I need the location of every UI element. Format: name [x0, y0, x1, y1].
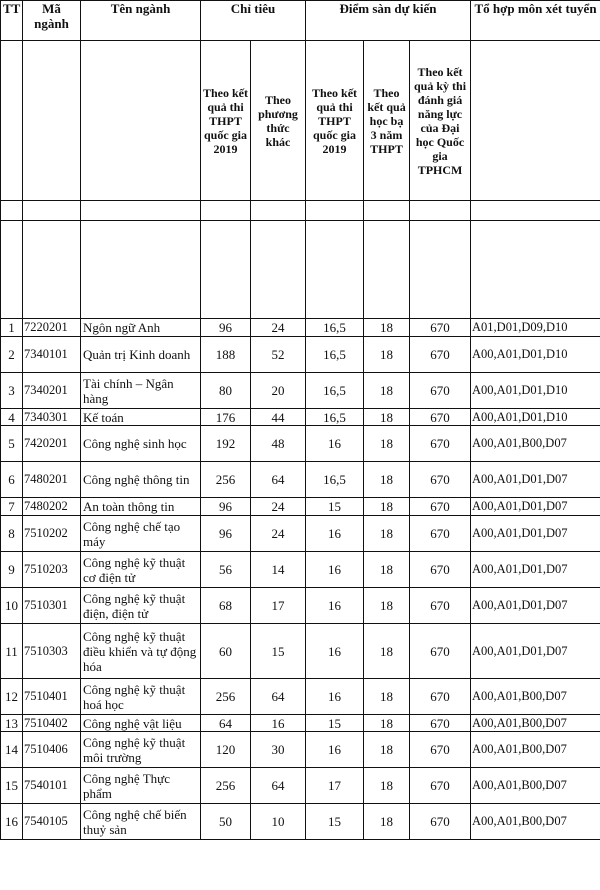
row-combos: A00,A01,D01,D07: [471, 588, 600, 624]
row-combos: A00,A01,B00,D07: [471, 715, 600, 732]
row-combos: A01,D01,D09,D10: [471, 319, 600, 337]
row-name: Công nghệ chế biến thuỷ sản: [81, 804, 201, 840]
row-quota-thpt: 96: [201, 516, 251, 552]
row-quota-thpt: 256: [201, 768, 251, 804]
row-score-hocba: 18: [364, 715, 410, 732]
row-quota-thpt: 50: [201, 804, 251, 840]
row-score-dgnl: 670: [410, 588, 471, 624]
row-score-hocba: 18: [364, 337, 410, 373]
row-quota-thpt: 192: [201, 426, 251, 462]
row-quota-other: 24: [251, 498, 306, 516]
row-score-hocba: 18: [364, 588, 410, 624]
row-quota-thpt: 188: [201, 337, 251, 373]
row-score-thpt: 16: [306, 732, 364, 768]
table-row: [1, 462, 600, 498]
row-tt: 16: [1, 804, 23, 840]
table-row: [1, 426, 600, 462]
row-score-dgnl: 670: [410, 804, 471, 840]
header-sub-diem-thpt: Theo kết quả thi THPT quốc gia 2019: [306, 41, 364, 201]
row-quota-other: 14: [251, 552, 306, 588]
row-score-thpt: 16,5: [306, 409, 364, 426]
table-row: [1, 498, 600, 516]
row-score-dgnl: 670: [410, 409, 471, 426]
row-combos: A00,A01,D01,D10: [471, 373, 600, 409]
header-tt: TT: [1, 1, 23, 41]
row-quota-thpt: 256: [201, 462, 251, 498]
row-tt: 2: [1, 337, 23, 373]
table-row: [1, 679, 600, 715]
row-quota-thpt: 256: [201, 679, 251, 715]
row-quota-other: 48: [251, 426, 306, 462]
row-quota-thpt: 96: [201, 498, 251, 516]
row-name: Kế toán: [81, 409, 201, 426]
row-score-dgnl: 670: [410, 732, 471, 768]
row-combos: A00,A01,D01,D10: [471, 409, 600, 426]
row-score-hocba: 18: [364, 373, 410, 409]
row-quota-thpt: 80: [201, 373, 251, 409]
row-score-hocba: 18: [364, 732, 410, 768]
header-diem-san: Điểm sàn dự kiến: [306, 1, 471, 41]
table-row: [1, 588, 600, 624]
row-code: 7510401: [23, 679, 81, 715]
row-quota-thpt: 68: [201, 588, 251, 624]
table-row: [1, 319, 600, 337]
table-row: [1, 516, 600, 552]
row-code: 7510203: [23, 552, 81, 588]
table-row: [1, 715, 600, 732]
header-row-1: [1, 1, 600, 41]
table-row: [1, 804, 600, 840]
row-name: Công nghệ kỹ thuật cơ điện tử: [81, 552, 201, 588]
row-combos: A00,A01,D01,D07: [471, 552, 600, 588]
row-tt: 8: [1, 516, 23, 552]
row-score-dgnl: 670: [410, 552, 471, 588]
header-spacer-row: [1, 201, 600, 221]
row-quota-other: 15: [251, 624, 306, 679]
header-row-2: [1, 41, 600, 201]
table-row: [1, 768, 600, 804]
row-tt: 10: [1, 588, 23, 624]
row-score-thpt: 16,5: [306, 319, 364, 337]
row-score-thpt: 17: [306, 768, 364, 804]
header-blank-row: [1, 221, 600, 319]
header-to-hop: Tổ hợp môn xét tuyển: [471, 1, 600, 41]
table-body: [1, 319, 600, 840]
row-tt: 4: [1, 409, 23, 426]
table-row: [1, 373, 600, 409]
row-quota-other: 17: [251, 588, 306, 624]
row-combos: A00,A01,B00,D07: [471, 679, 600, 715]
row-code: 7510301: [23, 588, 81, 624]
row-code: 7540105: [23, 804, 81, 840]
row-combos: A00,A01,D01,D07: [471, 498, 600, 516]
row-quota-other: 24: [251, 319, 306, 337]
row-name: Công nghệ vật liệu: [81, 715, 201, 732]
row-score-thpt: 16: [306, 624, 364, 679]
row-score-thpt: 16,5: [306, 337, 364, 373]
row-score-thpt: 15: [306, 715, 364, 732]
row-code: 7510202: [23, 516, 81, 552]
table-row: [1, 409, 600, 426]
row-score-hocba: 18: [364, 426, 410, 462]
row-code: 7220201: [23, 319, 81, 337]
header-ma-nganh: Mã ngành: [23, 1, 81, 41]
row-combos: A00,A01,D01,D10: [471, 337, 600, 373]
row-tt: 1: [1, 319, 23, 337]
row-tt: 9: [1, 552, 23, 588]
row-score-thpt: 16: [306, 588, 364, 624]
row-score-dgnl: 670: [410, 337, 471, 373]
row-score-thpt: 16: [306, 426, 364, 462]
header-sub-thpt: Theo kết quả thi THPT quốc gia 2019: [201, 41, 251, 201]
row-code: 7340201: [23, 373, 81, 409]
row-score-dgnl: 670: [410, 462, 471, 498]
row-quota-other: 64: [251, 462, 306, 498]
row-code: 7340301: [23, 409, 81, 426]
row-combos: A00,A01,B00,D07: [471, 426, 600, 462]
row-score-hocba: 18: [364, 804, 410, 840]
row-quota-thpt: 176: [201, 409, 251, 426]
row-code: 7480201: [23, 462, 81, 498]
row-quota-thpt: 60: [201, 624, 251, 679]
row-tt: 6: [1, 462, 23, 498]
header-sub-hoc-ba: Theo kết quả học bạ 3 năm THPT: [364, 41, 410, 201]
row-quota-other: 64: [251, 768, 306, 804]
row-code: 7510303: [23, 624, 81, 679]
row-quota-other: 52: [251, 337, 306, 373]
row-score-thpt: 16: [306, 679, 364, 715]
row-name: Công nghệ Thực phẩm: [81, 768, 201, 804]
row-quota-other: 44: [251, 409, 306, 426]
row-name: Công nghệ kỹ thuật điện, điện tử: [81, 588, 201, 624]
row-quota-other: 24: [251, 516, 306, 552]
row-name: Công nghệ kỹ thuật hoá học: [81, 679, 201, 715]
row-score-thpt: 16: [306, 552, 364, 588]
row-score-thpt: 15: [306, 498, 364, 516]
row-score-dgnl: 670: [410, 768, 471, 804]
row-tt: 5: [1, 426, 23, 462]
header-ten-nganh: Tên ngành: [81, 1, 201, 41]
row-score-thpt: 16: [306, 516, 364, 552]
row-combos: A00,A01,B00,D07: [471, 768, 600, 804]
header-chi-tieu: Chỉ tiêu: [201, 1, 306, 41]
row-tt: 7: [1, 498, 23, 516]
row-score-dgnl: 670: [410, 516, 471, 552]
row-code: 7510402: [23, 715, 81, 732]
row-score-hocba: 18: [364, 552, 410, 588]
row-code: 7510406: [23, 732, 81, 768]
row-quota-other: 10: [251, 804, 306, 840]
row-name: An toàn thông tin: [81, 498, 201, 516]
row-name: Công nghệ thông tin: [81, 462, 201, 498]
row-score-dgnl: 670: [410, 624, 471, 679]
row-name: Công nghệ kỹ thuật môi trường: [81, 732, 201, 768]
row-score-hocba: 18: [364, 624, 410, 679]
row-score-hocba: 18: [364, 516, 410, 552]
row-combos: A00,A01,D01,D07: [471, 624, 600, 679]
row-score-dgnl: 670: [410, 319, 471, 337]
row-score-dgnl: 670: [410, 498, 471, 516]
table-row: [1, 624, 600, 679]
row-score-hocba: 18: [364, 679, 410, 715]
row-name: Ngôn ngữ Anh: [81, 319, 201, 337]
row-code: 7540101: [23, 768, 81, 804]
row-score-hocba: 18: [364, 498, 410, 516]
row-code: 7420201: [23, 426, 81, 462]
row-name: Công nghệ chế tạo máy: [81, 516, 201, 552]
row-score-hocba: 18: [364, 319, 410, 337]
row-quota-thpt: 120: [201, 732, 251, 768]
table-row: [1, 552, 600, 588]
row-tt: 14: [1, 732, 23, 768]
row-quota-thpt: 96: [201, 319, 251, 337]
row-code: 7340101: [23, 337, 81, 373]
row-score-thpt: 15: [306, 804, 364, 840]
row-quota-other: 30: [251, 732, 306, 768]
row-name: Công nghệ kỹ thuật điều khiển và tự động hóa: [81, 624, 201, 679]
row-score-dgnl: 670: [410, 715, 471, 732]
row-score-dgnl: 670: [410, 679, 471, 715]
row-tt: 13: [1, 715, 23, 732]
row-quota-thpt: 56: [201, 552, 251, 588]
row-combos: A00,A01,D01,D07: [471, 462, 600, 498]
row-name: Công nghệ sinh học: [81, 426, 201, 462]
row-score-thpt: 16,5: [306, 462, 364, 498]
row-score-hocba: 18: [364, 409, 410, 426]
row-score-thpt: 16,5: [306, 373, 364, 409]
row-quota-other: 20: [251, 373, 306, 409]
row-combos: A00,A01,B00,D07: [471, 732, 600, 768]
row-quota-other: 16: [251, 715, 306, 732]
table-row: [1, 732, 600, 768]
row-score-hocba: 18: [364, 462, 410, 498]
row-quota-other: 64: [251, 679, 306, 715]
row-tt: 11: [1, 624, 23, 679]
row-quota-thpt: 64: [201, 715, 251, 732]
row-score-hocba: 18: [364, 768, 410, 804]
row-score-dgnl: 670: [410, 426, 471, 462]
header-sub-dgnl: Theo kết quả kỳ thi đánh giá năng lực của Đại học Quốc gia TPHCM: [410, 41, 471, 201]
row-name: Tài chính – Ngân hàng: [81, 373, 201, 409]
row-combos: A00,A01,D01,D07: [471, 516, 600, 552]
table-row: [1, 337, 600, 373]
row-tt: 15: [1, 768, 23, 804]
row-tt: 3: [1, 373, 23, 409]
row-combos: A00,A01,B00,D07: [471, 804, 600, 840]
row-code: 7480202: [23, 498, 81, 516]
row-score-dgnl: 670: [410, 373, 471, 409]
row-tt: 12: [1, 679, 23, 715]
row-name: Quản trị Kinh doanh: [81, 337, 201, 373]
header-sub-phuong-thuc: Theo phương thức khác: [251, 41, 306, 201]
